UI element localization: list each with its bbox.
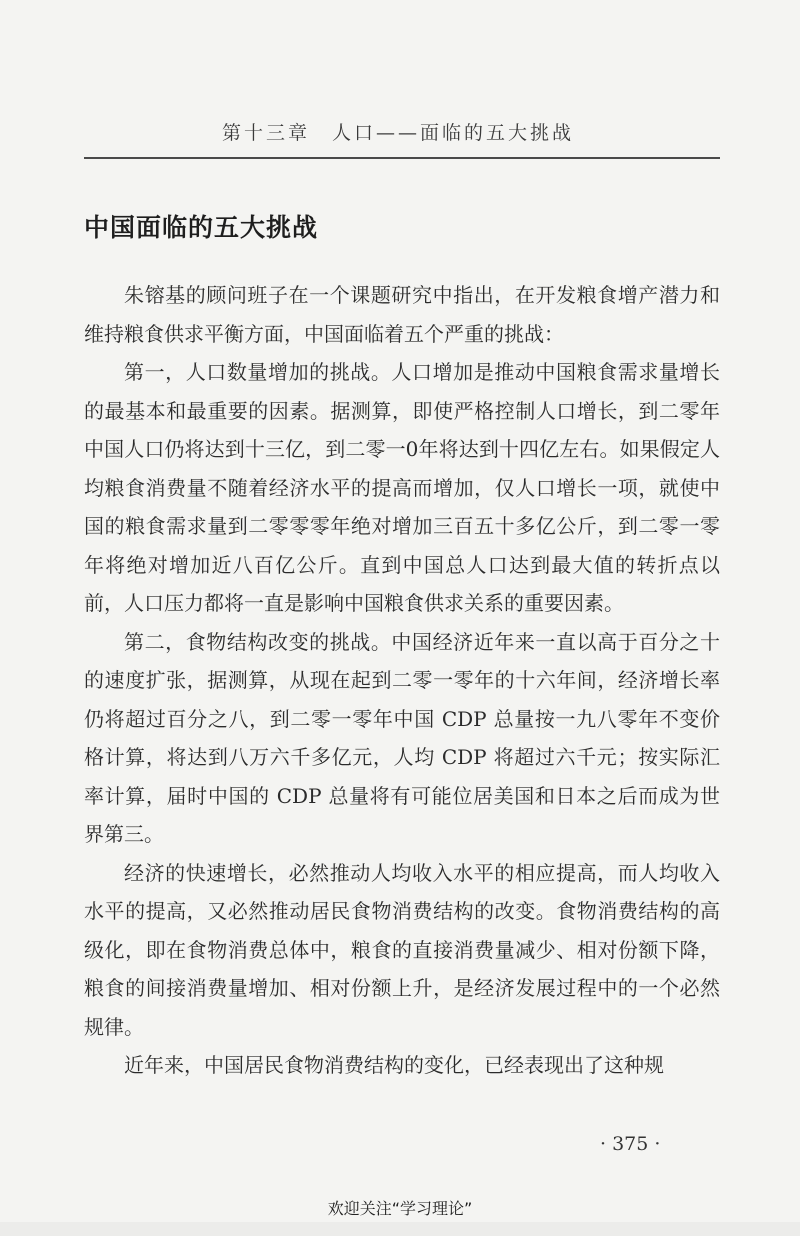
running-header: 第十三章 人口——面临的五大挑战 [222,122,575,144]
footer-note: 欢迎关注“学习理论” [327,1199,473,1218]
page-bottom-edge [0,1222,800,1236]
body-text [84,276,720,1085]
section-title: 中国面临的五大挑战 [84,213,319,242]
paragraph: 第一，人口数量增加的挑战。人口增加是推动中国粮食需求量增长的最基本和最重要的因素。据测算，即使严格控制人口增长，到二零年中国人口仍将达到十三亿，到二零一0年将达到十四亿左右。如果假定人均粮食消费量不随着经济水平的提高而增加，仅人口增长一项，就使中国的粮食需求量到二零零零年绝对增加三百五十多亿公斤，到二零一零年将绝对增加近八百亿公斤。直到中国总人口达到最大值的转折点以前，人口压力都将一直是影响中国粮食供求关系的重要因素。 [84,360,720,615]
paragraph: 朱镕基的顾问班子在一个课题研究中指出，在开发粮食增产潜力和维持粮食供求平衡方面，中国面临着五个严重的挑战： [84,283,720,346]
paragraph: 近年来，中国居民食物消费结构的变化，已经表现出了这种规 [124,1053,664,1077]
page-number: · 375 · [600,1133,661,1155]
paragraph: 第二，食物结构改变的挑战。中国经济近年来一直以高于百分之十的速度扩张，据测算，从现在起到二零一零年的十六年间，经济增长率仍将超过百分之八，到二零一零年中国 CDP 总量按一九八零年不变价格计算，将达到八万六千多亿元，人均 CDP 将超过六千元；按实际汇率计算，届时中国的 CDP 总量将有可能位居美国和日本之后而成为世界第三。 [84,629,720,846]
header-rule [84,157,720,159]
paragraph: 经济的快速增长，必然推动人均收入水平的相应提高，而人均收入水平的提高，又必然推动居民食物消费结构的改变。食物消费结构的高级化，即在食物消费总体中，粮食的直接消费量减少、相对份额下降，粮食的间接消费量增加、相对份额上升，是经济发展过程中的一个必然规律。 [84,860,720,1039]
